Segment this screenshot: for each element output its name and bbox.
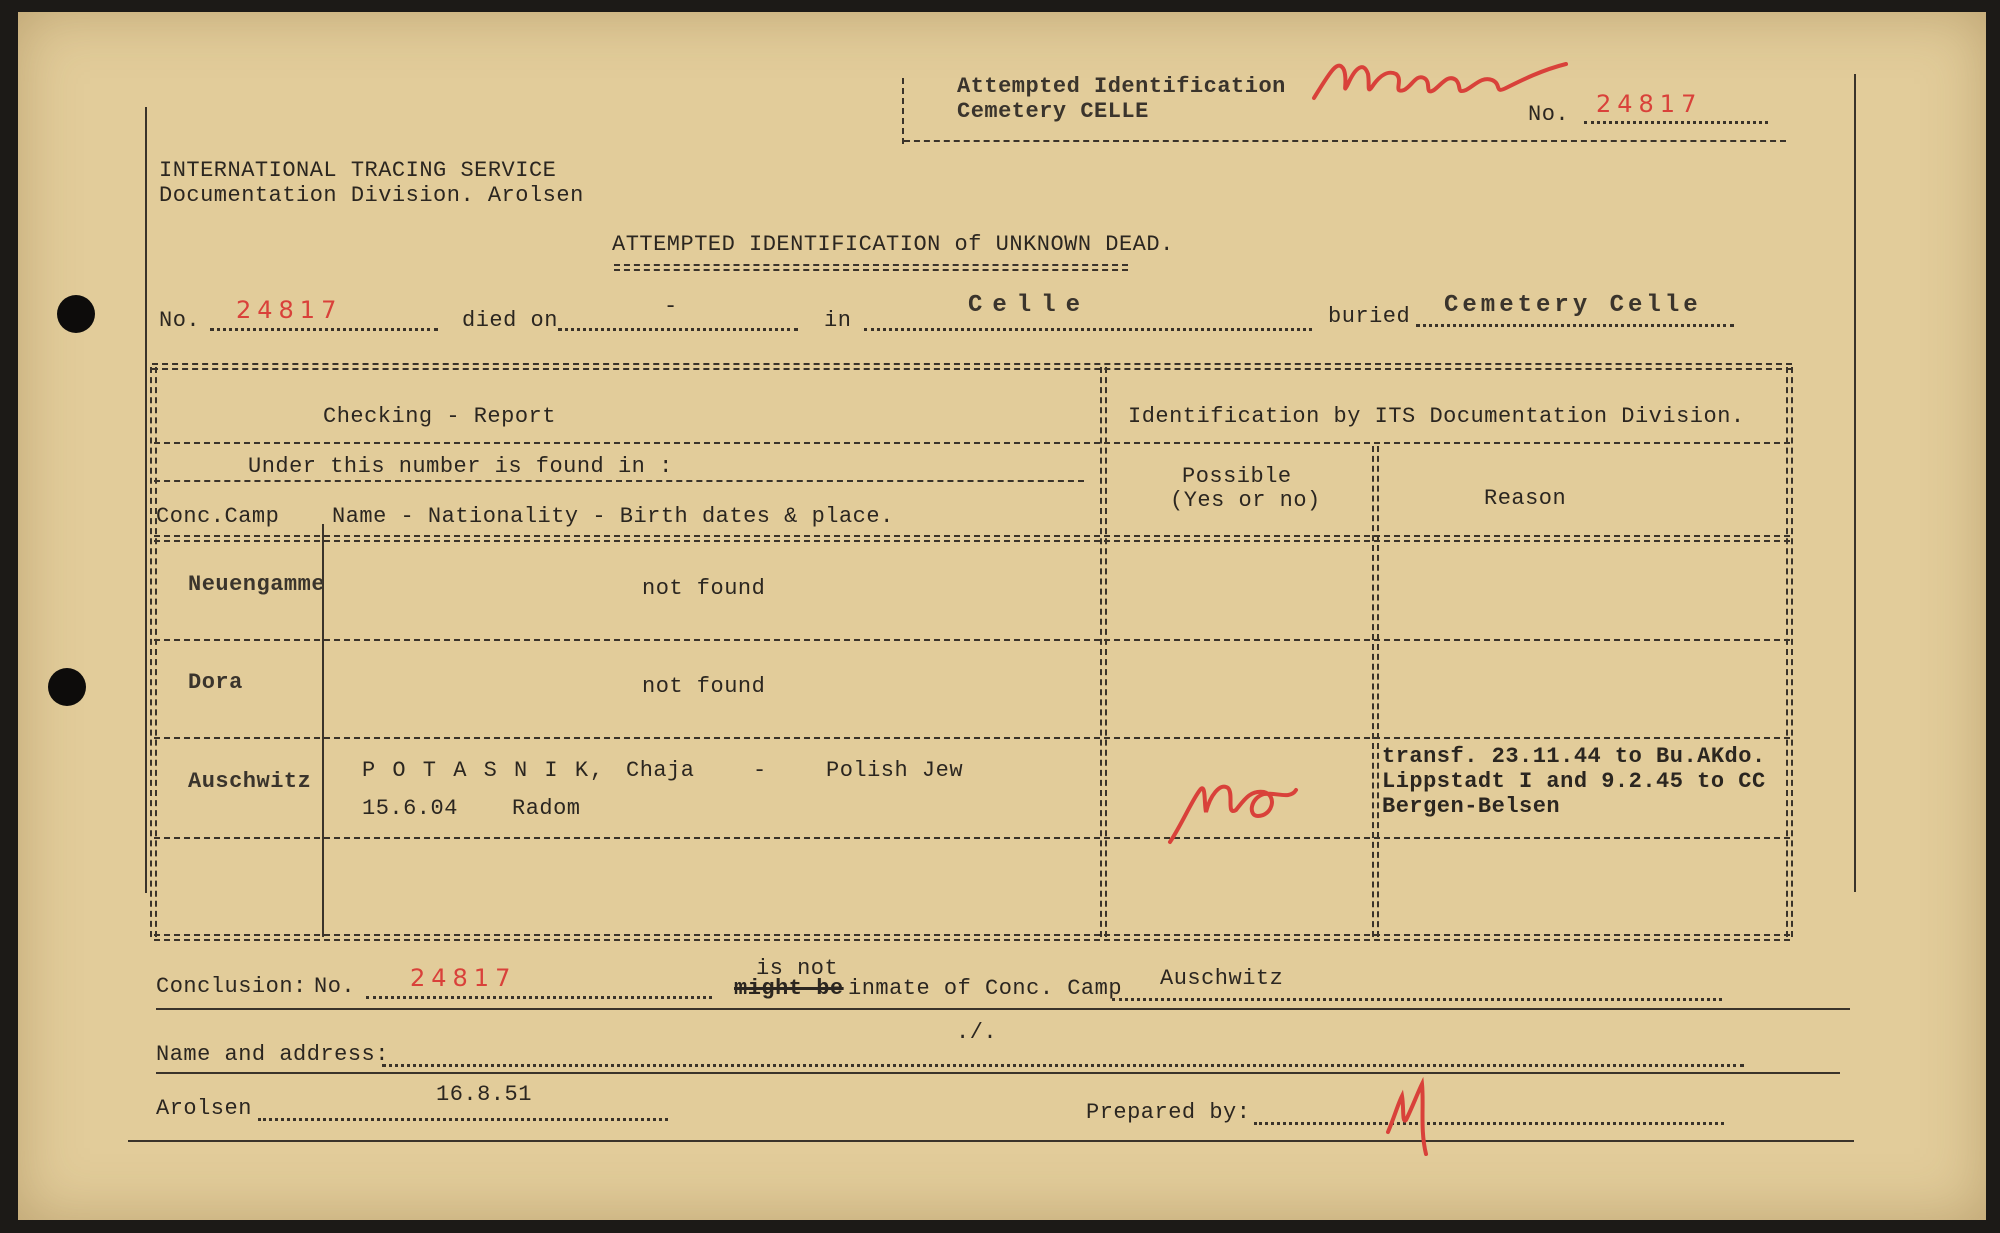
- table-row-line2: [154, 737, 1790, 739]
- record-died-value: -: [664, 294, 678, 319]
- punch-hole-bottom: [48, 668, 86, 706]
- table-row-name: not found: [642, 576, 766, 601]
- conclusion-divider: [156, 1008, 1850, 1010]
- right-frame-line: [1854, 74, 1856, 892]
- conclusion-no-dots: [366, 996, 712, 999]
- record-in-label: in: [824, 308, 852, 333]
- table-header-line1: [154, 442, 1790, 444]
- form-title: ATTEMPTED IDENTIFICATION of UNKNOWN DEAD.: [612, 232, 1174, 257]
- header-no-dots: [1584, 121, 1768, 124]
- conclusion-rest: inmate of Conc. Camp: [848, 976, 1123, 1001]
- table-left-border: [150, 367, 157, 937]
- table-row-camp: Auschwitz: [188, 769, 312, 794]
- record-no-dots: [210, 328, 438, 331]
- header-box-title-line1: Attempted Identification: [957, 74, 1286, 99]
- name-address-value: ./.: [956, 1020, 998, 1045]
- table-row-camp: Neuengamme: [188, 572, 326, 597]
- header-no-label: No.: [1528, 102, 1570, 127]
- prepared-by-initial: [1380, 1074, 1440, 1163]
- form-title-underline: [614, 264, 1128, 271]
- header-no-value: 24817: [1596, 90, 1703, 118]
- record-buried-value: Cemetery Celle: [1444, 292, 1702, 319]
- name-address-divider: [156, 1072, 1840, 1074]
- handwritten-no: [1164, 760, 1304, 853]
- footer-date-dots: [258, 1118, 668, 1121]
- entry-reason-line3: Bergen-Belsen: [1382, 794, 1561, 819]
- table-row-camp: Dora: [188, 670, 243, 695]
- table-row-line1: [154, 639, 1790, 641]
- name-address-dots: [382, 1064, 1744, 1067]
- punch-hole-top: [57, 295, 95, 333]
- left-frame-line: [145, 107, 147, 893]
- table-right-border: [1786, 367, 1793, 937]
- conclusion-label: Conclusion:: [156, 974, 307, 999]
- column-header-name: Name - Nationality - Birth dates & place.: [332, 504, 894, 529]
- record-died-label: died on: [462, 308, 558, 333]
- record-buried-label: buried: [1328, 304, 1411, 329]
- record-buried-dots: [1416, 324, 1734, 327]
- organization-line1: INTERNATIONAL TRACING SERVICE: [159, 158, 557, 183]
- conclusion-camp-value: Auschwitz: [1160, 966, 1284, 991]
- record-no-value: 24817: [236, 296, 343, 324]
- header-box-title-line2: Cemetery CELLE: [957, 99, 1149, 124]
- table-divider-possible: [1372, 446, 1379, 937]
- entry-birth-place: Radom: [512, 796, 581, 821]
- footer-place-label: Arolsen: [156, 1096, 252, 1121]
- record-in-dots: [864, 328, 1312, 331]
- bottom-frame-line: [128, 1140, 1854, 1142]
- name-address-label: Name and address:: [156, 1042, 389, 1067]
- column-header-reason: Reason: [1484, 486, 1567, 511]
- conclusion-status-typed: is not: [756, 956, 839, 981]
- table-header-line2: [154, 480, 1084, 482]
- column-header-possible-line1: Possible: [1182, 464, 1292, 489]
- table-bottom-border: [154, 934, 1790, 941]
- table-top-border: [152, 363, 1792, 370]
- conclusion-status-struck: might be: [734, 976, 844, 1001]
- header-box-left-edge: [902, 78, 904, 144]
- table-row-name: not found: [642, 674, 766, 699]
- prepared-by-dots: [1254, 1122, 1724, 1125]
- identification-label: Identification by ITS Documentation Division.: [1128, 404, 1745, 429]
- record-no-label: No.: [159, 308, 201, 333]
- entry-nationality: Polish Jew: [826, 758, 964, 783]
- record-in-value: Celle: [968, 292, 1091, 319]
- conclusion-no-label: No.: [314, 974, 356, 999]
- checking-report-label: Checking - Report: [323, 404, 556, 429]
- prepared-by-label: Prepared by:: [1086, 1100, 1251, 1125]
- entry-reason-line2: Lippstadt I and 9.2.45 to CC: [1382, 769, 1766, 794]
- column-header-camp: Conc.Camp: [156, 504, 280, 529]
- record-died-dots: [558, 328, 798, 331]
- entry-given-name: Chaja: [626, 758, 695, 783]
- column-header-possible-line2: (Yes or no): [1170, 488, 1321, 513]
- found-in-label: Under this number is found in :: [248, 454, 673, 479]
- entry-surname: P O T A S N I K,: [362, 758, 606, 783]
- table-row-line3: [154, 837, 1790, 839]
- entry-dash: -: [753, 758, 767, 783]
- header-box-bottom-edge: [904, 140, 1786, 142]
- conclusion-no-value: 24817: [410, 964, 517, 992]
- entry-reason-line1: transf. 23.11.44 to Bu.AKdo.: [1382, 744, 1766, 769]
- footer-date-value: 16.8.51: [436, 1082, 532, 1107]
- organization-line2: Documentation Division. Arolsen: [159, 183, 584, 208]
- table-divider-main: [1100, 367, 1107, 937]
- table-header-bottom: [154, 535, 1790, 542]
- entry-birth-date: 15.6.04: [362, 796, 458, 821]
- conclusion-camp-dots: [1112, 998, 1722, 1001]
- index-card: [18, 12, 1986, 1220]
